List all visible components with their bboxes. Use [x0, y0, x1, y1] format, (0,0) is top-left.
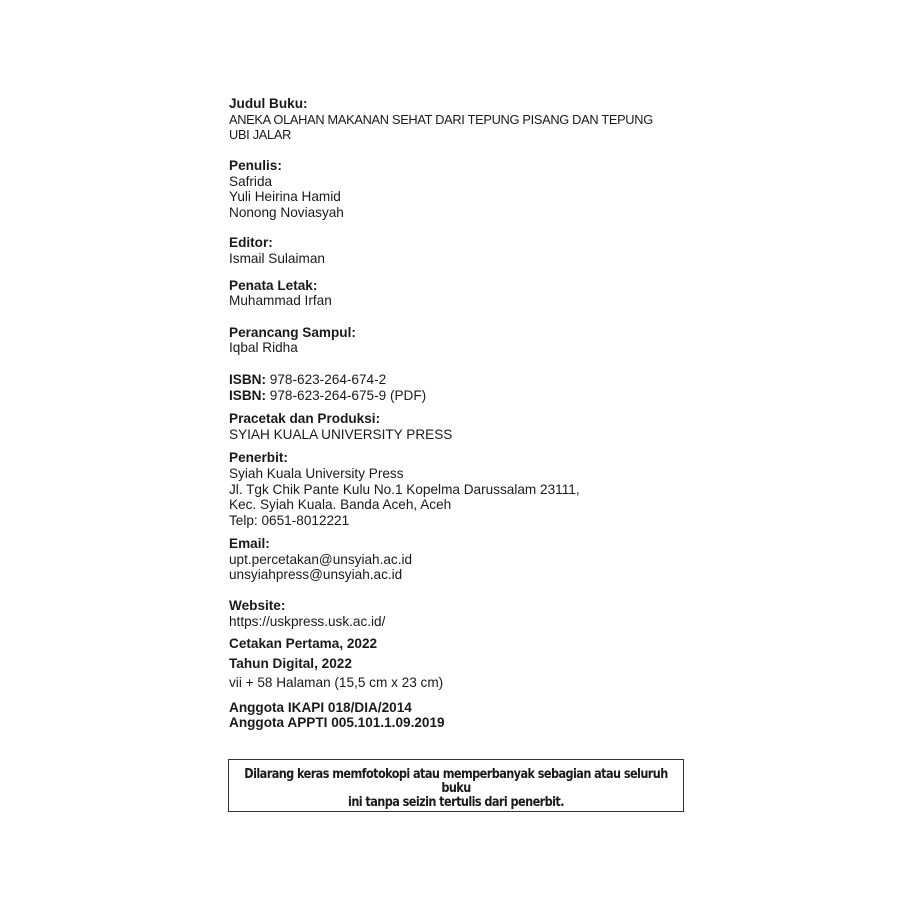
isbn-value: 978-623-264-675-9 (PDF) — [269, 387, 427, 403]
notice-line-1: Dilarang keras memfotokopi atau memperbanyak sebagian atau seluruh buku — [244, 767, 668, 796]
email-address: upt.percetakan@unsyiah.ac.id — [229, 551, 413, 567]
publisher-block — [229, 450, 699, 528]
cover-designer-block — [229, 325, 699, 356]
isbn-line-1 — [229, 372, 699, 388]
prepress-block — [229, 411, 699, 442]
editor-name: Ismail Sulaiman — [229, 250, 325, 266]
prepress-value: SYIAH KUALA UNIVERSITY PRESS — [229, 426, 453, 442]
editor-label: Editor: — [229, 235, 273, 251]
digital-year-text: Tahun Digital, 2022 — [229, 655, 352, 671]
edition-block — [229, 634, 699, 693]
isbn-label: ISBN: — [229, 371, 267, 387]
isbn-block — [229, 372, 699, 403]
book-title-block — [229, 96, 699, 142]
first-print-text: Cetakan Pertama, 2022 — [229, 636, 378, 652]
membership-block — [229, 700, 699, 731]
layout-label: Penata Letak: — [229, 277, 318, 293]
email-address: unsyiahpress@unsyiah.ac.id — [229, 567, 403, 583]
cover-designer-label: Perancang Sampul: — [229, 324, 356, 340]
book-title-label: Judul Buku: — [229, 96, 308, 111]
isbn-value: 978-623-264-674-2 — [269, 371, 387, 387]
layout-name: Muhammad Irfan — [229, 293, 332, 309]
notice-line-2: ini tanpa seizin tertulis dari penerbit. — [348, 795, 564, 810]
page-count-text: vii + 58 Halaman (15,5 cm x 23 cm) — [229, 675, 444, 691]
layout-block — [229, 278, 699, 309]
author-name: Yuli Heirina Hamid — [229, 189, 341, 205]
website-url: https://uskpress.usk.ac.id/ — [229, 613, 386, 629]
publisher-line: Telp: 0651-8012221 — [229, 512, 350, 528]
appti-membership: Anggota APPTI 005.101.1.09.2019 — [229, 715, 445, 731]
authors-label: Penulis: — [229, 158, 282, 173]
book-title-line-1: ANEKA OLAHAN MAKANAN SEHAT DARI TEPUNG PISANG DAN TEPUNG — [229, 111, 653, 127]
cover-designer-name: Iqbal Ridha — [229, 340, 298, 356]
isbn-line-2 — [229, 388, 699, 404]
prepress-label: Pracetak dan Produksi: — [229, 411, 381, 427]
isbn-label: ISBN: — [229, 387, 267, 403]
ikapi-membership: Anggota IKAPI 018/DIA/2014 — [229, 699, 412, 715]
website-block — [229, 598, 699, 629]
author-name: Safrida — [229, 173, 273, 189]
publisher-label: Penerbit: — [229, 450, 288, 466]
author-name: Nonong Noviasyah — [229, 204, 344, 220]
email-label: Email: — [229, 536, 270, 552]
email-block — [229, 536, 699, 583]
authors-block — [229, 158, 699, 220]
website-label: Website: — [229, 598, 286, 614]
publisher-line: Syiah Kuala University Press — [229, 465, 404, 481]
book-title-line-2: UBI JALAR — [229, 126, 292, 142]
publisher-line: Kec. Syiah Kuala. Banda Aceh, Aceh — [229, 497, 452, 513]
copyright-notice-box — [228, 759, 684, 812]
editor-block — [229, 235, 699, 266]
publisher-line: Jl. Tgk Chik Pante Kulu No.1 Kopelma Darussalam 23111, — [229, 481, 580, 497]
imprint-content — [229, 96, 699, 731]
